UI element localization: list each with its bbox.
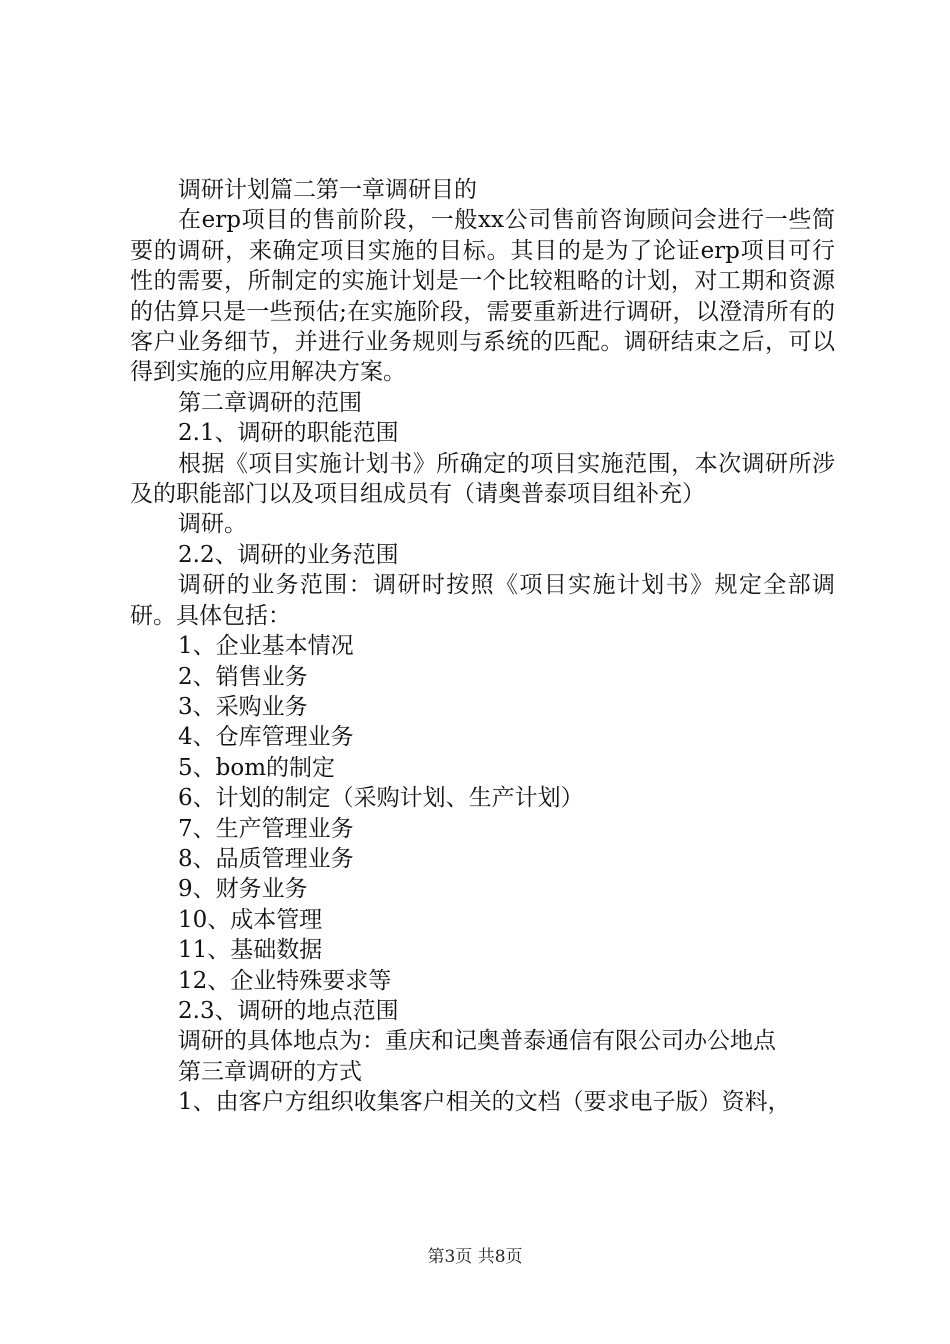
paragraph-method-1: 1、由客户方组织收集客户相关的文档（要求电子版）资料， — [178, 1089, 791, 1116]
heading-section-2-2: 2.2、调研的业务范围 — [178, 541, 399, 568]
list-item: 7、生产管理业务 — [178, 815, 354, 842]
list-item: 1、企业基本情况 — [178, 633, 354, 660]
list-item: 4、仓库管理业务 — [178, 724, 354, 751]
list-item: 12、企业特殊要求等 — [178, 967, 392, 994]
list-item: 11、基础数据 — [178, 937, 323, 964]
document-body — [130, 175, 835, 1118]
heading-section-2-3: 2.3、调研的地点范围 — [178, 997, 399, 1024]
heading-chapter-3: 第三章调研的方式 — [178, 1058, 362, 1085]
list-item: 3、采购业务 — [178, 693, 308, 720]
list-item: 9、财务业务 — [178, 876, 308, 903]
list-item: 10、成本管理 — [178, 906, 323, 933]
heading-chapter-1: 调研计划篇二第一章调研目的 — [178, 177, 477, 203]
paragraph-research: 调研。 — [178, 511, 247, 538]
heading-chapter-2: 第二章调研的范围 — [178, 389, 362, 416]
list-item: 2、销售业务 — [178, 663, 308, 690]
page-footer: 第3页 共8页 — [427, 1247, 523, 1267]
paragraph-business-scope: 调研的业务范围：调研时按照《项目实施计划书》规定全部调研。具体包括： — [130, 572, 835, 629]
list-item: 6、计划的制定（采购计划、生产计划） — [178, 785, 584, 812]
heading-section-2-1: 2.1、调研的职能范围 — [178, 420, 399, 447]
paragraph-functional-scope: 根据《项目实施计划书》所确定的项目实施范围，本次调研所涉及的职能部门以及项目组成员有（请奥普泰项目组补充） — [130, 450, 835, 508]
paragraph-purpose: 在erp项目的售前阶段，一般xx公司售前咨询顾问会进行一些简要的调研，来确定项目实施的目标。其目的是为了论证erp项目可行性的需要，所制定的实施计划是一个比较粗略的计划，对工期和资源的估算只是一些预估;在实施阶段，需要重新进行调研，以澄清所有的客户业务细节，并进行业务规则与系统的匹配。调研结束之后，可以得到实施的应用解决方案。 — [130, 207, 835, 386]
paragraph-location: 调研的具体地点为：重庆和记奥普泰通信有限公司办公地点 — [178, 1028, 776, 1055]
list-item: 8、品质管理业务 — [178, 845, 354, 872]
list-item: 5、bom的制定 — [178, 754, 336, 781]
